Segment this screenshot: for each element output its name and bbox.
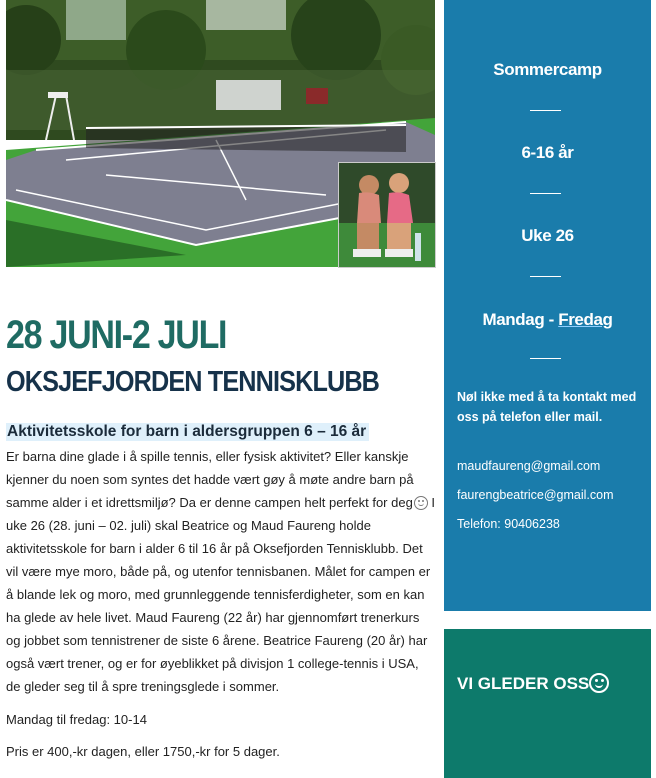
body-paragraph xyxy=(6,445,436,698)
schedule-line: Mandag til fredag: 10-14 xyxy=(6,712,147,727)
footer-text: VI GLEDER OSS xyxy=(457,674,590,693)
players-inset-photo xyxy=(338,162,436,268)
sidebar-days xyxy=(444,310,651,330)
sidebar-divider xyxy=(530,110,561,111)
body-text-part-2: I uke 26 (28. juni – 02. juli) skal Beatrice og Maud Faureng holde aktivitetsskole for barn i alder 6 til 16 år på Oksefjorden Tennisklubb. Det vil være mye moro, både på, og utenfor tennisbanen. Målet for campen er å blande lek og moro, med grunnleggende tennisferdigheter, som en kan ha glede av hele livet. Maud Faureng (22 år) har gjennomført trenerkurs og jobbet som tennistrener de siste 6 årene. Beatrice Faureng (20 år) har også vært trener, og er for øyeblikket på divisjon 1 college-tennis i USA, de gleder seg til å spre treningsglede i sommer. xyxy=(6,495,436,694)
info-sidebar xyxy=(444,0,651,611)
sidebar-divider xyxy=(530,193,561,194)
contact-email-beatrice[interactable]: faurengbeatrice@gmail.com xyxy=(457,488,614,502)
sidebar-week: Uke 26 xyxy=(521,226,574,245)
contact-intro: Nøl ikke med å ta kontakt med oss på telefon eller mail. xyxy=(457,390,637,424)
footer-message xyxy=(457,673,609,694)
body-text-part-1: Er barna dine glade i å spille tennis, eller fysisk aktivitet? Eller kanskje kjenner du noen som syntes det hadde vært gøy å møte andre barn på samme alder i et idrettsmiljø? Da er denne campen helt perfekt for deg xyxy=(6,449,414,510)
sidebar-title: Sommercamp xyxy=(493,60,602,79)
sidebar-divider xyxy=(530,276,561,277)
smiley-face-icon xyxy=(589,673,609,693)
sidebar-divider xyxy=(530,358,561,359)
contact-phone: Telefon: 90406238 xyxy=(457,517,560,531)
sidebar-ages: 6-16 år xyxy=(521,143,574,162)
sidebar-days-prefix: Mandag - xyxy=(482,310,559,329)
date-heading: 28 JUNI-2 JULI xyxy=(6,313,227,357)
footer-box xyxy=(444,629,651,778)
smiley-face-icon xyxy=(414,496,428,510)
club-heading: OKSJEFJORDEN TENNISKLUBB xyxy=(6,366,380,398)
sidebar-days-link[interactable]: Fredag xyxy=(558,310,613,329)
price-line: Pris er 400,-kr dagen, eller 1750,-kr for 5 dager. xyxy=(6,744,280,759)
subheading: Aktivitetsskole for barn i aldersgruppen 6 – 16 år xyxy=(6,423,369,441)
contact-email-maud[interactable]: maudfaureng@gmail.com xyxy=(457,459,601,473)
